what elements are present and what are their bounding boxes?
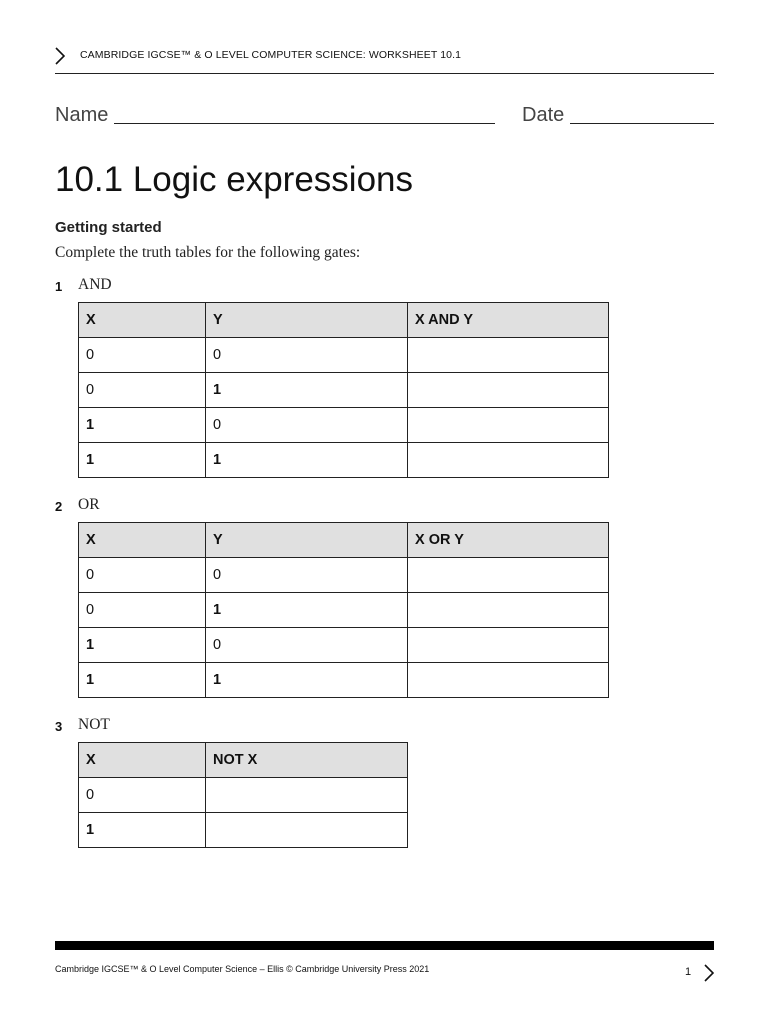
- table-cell: 1: [206, 443, 408, 478]
- name-date-row: [55, 104, 714, 130]
- table-cell: 1: [79, 663, 206, 698]
- table-cell: 0: [206, 408, 408, 443]
- name-field[interactable]: [114, 123, 495, 124]
- table-row: [79, 778, 408, 813]
- table-row: [79, 813, 408, 848]
- header-title: CAMBRIDGE IGCSE™ & O LEVEL COMPUTER SCIENCE: WORKSHEET 10.1: [80, 49, 462, 61]
- question-label: AND: [78, 276, 112, 293]
- table-cell: 0: [79, 558, 206, 593]
- section-heading: Getting started: [55, 219, 162, 236]
- answer-cell[interactable]: [408, 558, 609, 593]
- table-cell: 1: [79, 408, 206, 443]
- table-header-row: [79, 303, 609, 338]
- answer-cell[interactable]: [408, 373, 609, 408]
- column-header: X: [79, 743, 206, 778]
- table-cell: 0: [79, 373, 206, 408]
- instructions: Complete the truth tables for the following gates:: [55, 244, 361, 261]
- question-label: OR: [78, 496, 100, 513]
- table-row: [79, 558, 609, 593]
- table-cell: 1: [79, 443, 206, 478]
- answer-cell[interactable]: [408, 663, 609, 698]
- column-header: Y: [206, 303, 408, 338]
- column-header: X OR Y: [408, 523, 609, 558]
- answer-cell[interactable]: [206, 778, 408, 813]
- question-number: 1: [55, 279, 63, 294]
- table-header-row: [79, 523, 609, 558]
- answer-cell[interactable]: [408, 628, 609, 663]
- table-cell: 0: [206, 628, 408, 663]
- table-row: [79, 593, 609, 628]
- and-truth-table: [78, 302, 609, 478]
- table-row: [79, 628, 609, 663]
- table-cell: 0: [79, 338, 206, 373]
- answer-cell[interactable]: [408, 443, 609, 478]
- table-row: [79, 408, 609, 443]
- date-label: Date: [522, 104, 565, 126]
- column-header: X: [79, 303, 206, 338]
- table-cell: 1: [206, 663, 408, 698]
- question-number: 2: [55, 499, 63, 514]
- answer-cell[interactable]: [408, 593, 609, 628]
- table-row: [79, 373, 609, 408]
- answer-cell[interactable]: [206, 813, 408, 848]
- column-header: X: [79, 523, 206, 558]
- table-cell: 0: [79, 593, 206, 628]
- not-truth-table: [78, 742, 408, 848]
- name-label: Name: [55, 104, 109, 126]
- question-number: 3: [55, 719, 63, 734]
- table-row: [79, 443, 609, 478]
- table-cell: 1: [206, 593, 408, 628]
- column-header: Y: [206, 523, 408, 558]
- column-header: X AND Y: [408, 303, 609, 338]
- page-title: 10.1 Logic expressions: [55, 160, 413, 199]
- date-field[interactable]: [570, 123, 714, 124]
- table-cell: 0: [206, 338, 408, 373]
- page-header: [55, 44, 714, 74]
- answer-cell[interactable]: [408, 408, 609, 443]
- table-row: [79, 338, 609, 373]
- table-cell: 0: [79, 778, 206, 813]
- footer-bar: [55, 941, 714, 950]
- answer-cell[interactable]: [408, 338, 609, 373]
- table-cell: 1: [206, 373, 408, 408]
- table-row: [79, 663, 609, 698]
- table-cell: 1: [79, 813, 206, 848]
- page-number: 1: [685, 966, 692, 978]
- table-cell: 0: [206, 558, 408, 593]
- or-truth-table: [78, 522, 609, 698]
- footer-credit: Cambridge IGCSE™ & O Level Computer Science – Ellis © Cambridge University Press 2021: [55, 964, 430, 974]
- table-header-row: [79, 743, 408, 778]
- table-cell: 1: [79, 628, 206, 663]
- column-header: NOT X: [206, 743, 408, 778]
- chevron-right-icon: [55, 47, 65, 65]
- chevron-right-icon[interactable]: [704, 964, 714, 982]
- question-label: NOT: [78, 716, 110, 733]
